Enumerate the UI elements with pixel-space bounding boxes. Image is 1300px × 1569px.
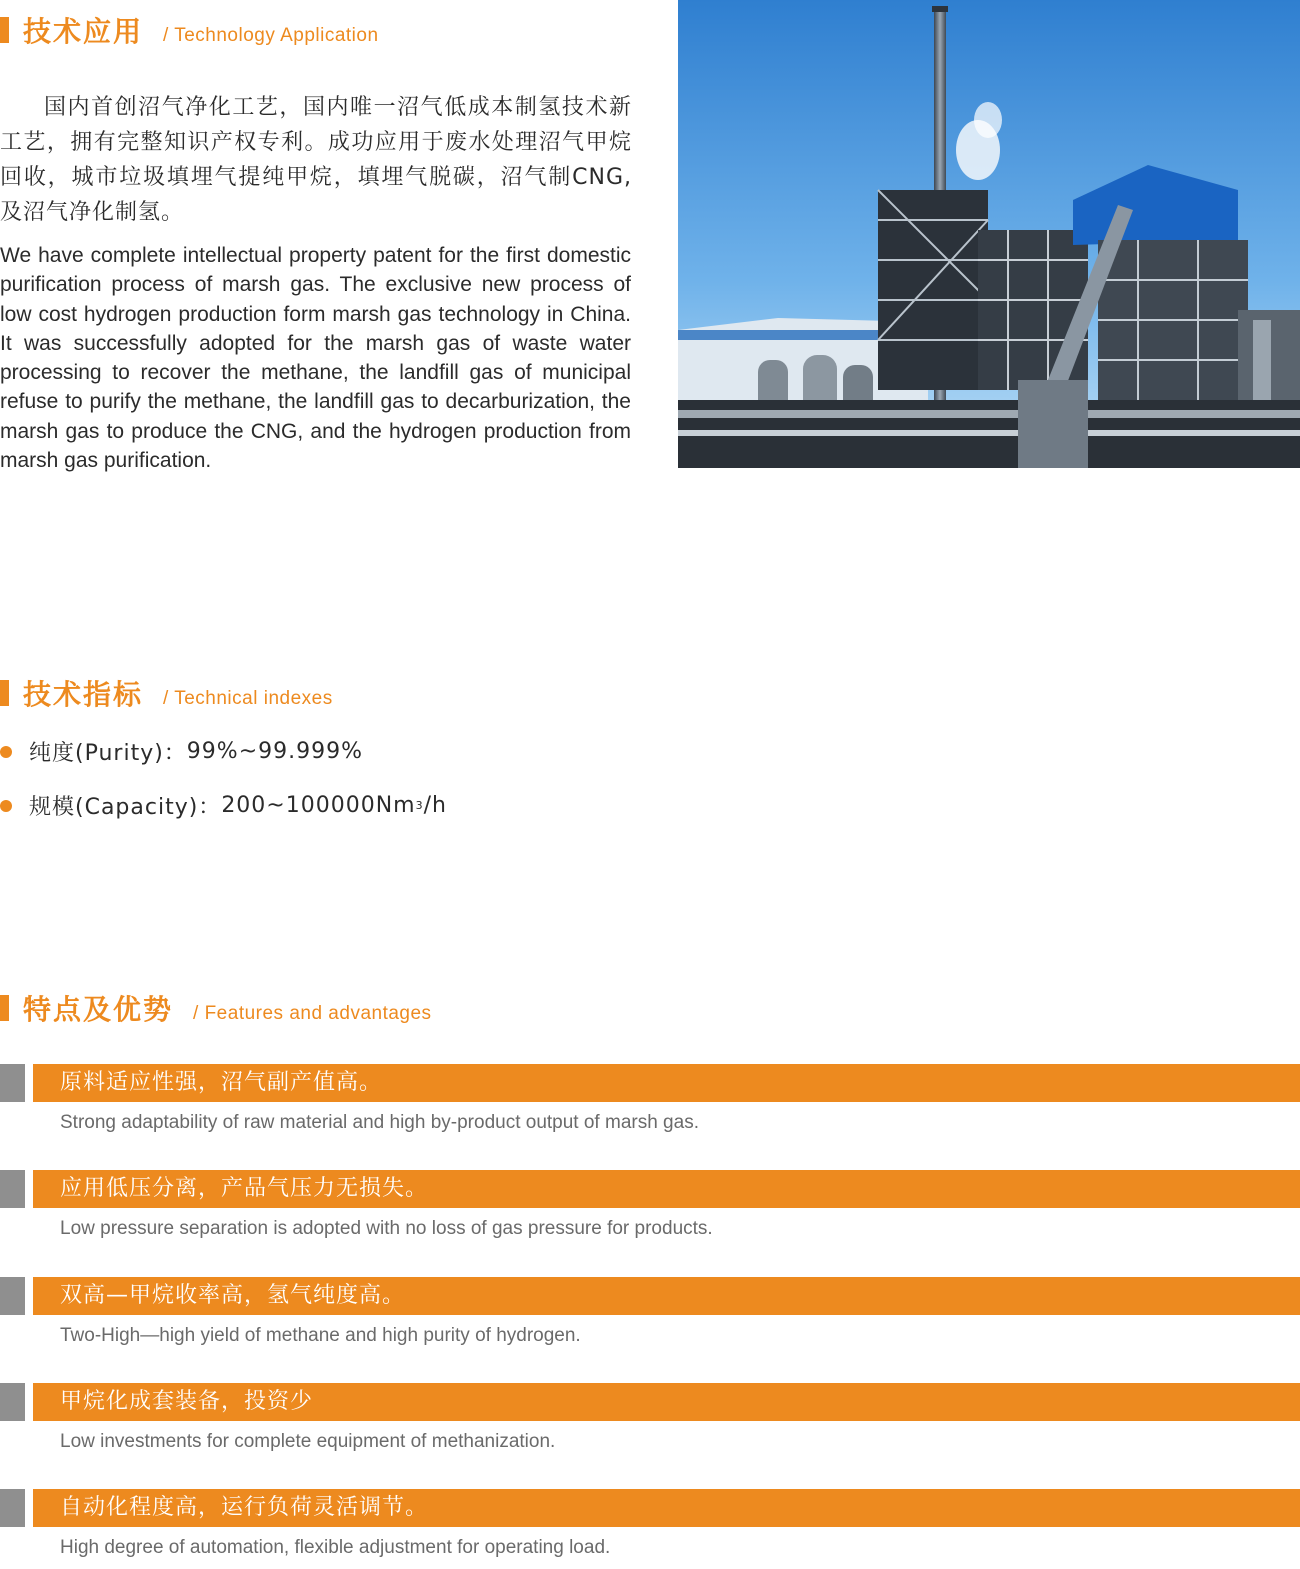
heading-accent-bar bbox=[0, 680, 9, 706]
intro-paragraph-cn: 国内首创沼气净化工艺，国内唯一沼气低成本制氢技术新工艺，拥有完整知识产权专利。成功应用于废水处理沼气甲烷回收，城市垃圾填埋气提纯甲烷，填埋气脱碳，沼气制CNG,及沼气净化制氢。 bbox=[0, 95, 632, 225]
feature-item bbox=[0, 1489, 1300, 1569]
feature-title-cn: 应用低压分离，产品气压力无损失。 bbox=[60, 1176, 429, 1201]
feature-title-cn: 自动化程度高，运行负荷灵活调节。 bbox=[60, 1495, 429, 1520]
heading-title-en: / Features and advantages bbox=[193, 1003, 432, 1024]
heading-accent-bar bbox=[0, 995, 9, 1021]
feature-grey-marker bbox=[0, 1170, 25, 1208]
heading-title-en: / Technology Application bbox=[163, 25, 379, 46]
plant-photo bbox=[678, 0, 1300, 468]
feature-desc-en: Two-High—high yield of methane and high purity of hydrogen. bbox=[60, 1325, 581, 1346]
feature-grey-marker bbox=[0, 1383, 25, 1421]
heading-title-cn: 技术应用 bbox=[23, 15, 144, 48]
bullet-dot-icon bbox=[0, 800, 12, 812]
heading-title-cn: 技术指标 bbox=[23, 678, 144, 711]
heading-title-en: / Technical indexes bbox=[163, 688, 333, 709]
spec-capacity bbox=[0, 790, 447, 821]
feature-item bbox=[0, 1277, 1300, 1357]
feature-grey-marker bbox=[0, 1489, 25, 1527]
spec-value: 99%~99.999% bbox=[186, 739, 364, 764]
spec-value: 200~100000Nm bbox=[221, 793, 416, 818]
heading-title-cn: 特点及优势 bbox=[23, 993, 174, 1026]
bullet-dot-icon bbox=[0, 746, 12, 758]
section-heading-features bbox=[0, 988, 432, 1028]
feature-desc-en: Low investments for complete equipment of methanization. bbox=[60, 1431, 556, 1452]
intro-paragraph-en: We have complete intellectual property patent for the first domestic purification process of marsh gas. The exclusive new process of low cost hydrogen production form marsh gas technology in China. It was successfully adopted for the marsh gas of waste water processing to recover the methane, the landfill gas of municipal refuse to purify the methane, the landfill gas to decarburization, the marsh gas to produce the CNG, and the hydrogen production from marsh gas purification. bbox=[0, 244, 631, 473]
feature-grey-marker bbox=[0, 1064, 25, 1102]
feature-desc-en: Strong adaptability of raw material and high by-product output of marsh gas. bbox=[60, 1112, 699, 1133]
feature-title-cn: 原料适应性强，沼气副产值高。 bbox=[60, 1070, 383, 1095]
spec-unit: /h bbox=[423, 793, 447, 818]
section-heading-indexes bbox=[0, 673, 333, 713]
feature-item bbox=[0, 1064, 1300, 1144]
section-heading-application bbox=[0, 10, 379, 50]
feature-title-cn: 甲烷化成套装备，投资少 bbox=[60, 1389, 314, 1414]
heading-accent-bar bbox=[0, 17, 9, 43]
feature-grey-marker bbox=[0, 1277, 25, 1315]
spec-superscript: 3 bbox=[415, 799, 424, 812]
feature-desc-en: High degree of automation, flexible adjustment for operating load. bbox=[60, 1537, 611, 1558]
spec-purity bbox=[0, 736, 363, 767]
feature-desc-en: Low pressure separation is adopted with no loss of gas pressure for products. bbox=[60, 1218, 713, 1239]
spec-label: 规模(Capacity)： bbox=[29, 795, 222, 820]
spec-label: 纯度(Purity)： bbox=[29, 741, 187, 766]
feature-item bbox=[0, 1170, 1300, 1250]
feature-title-cn: 双高—甲烷收率高，氢气纯度高。 bbox=[60, 1283, 406, 1308]
feature-item bbox=[0, 1383, 1300, 1463]
